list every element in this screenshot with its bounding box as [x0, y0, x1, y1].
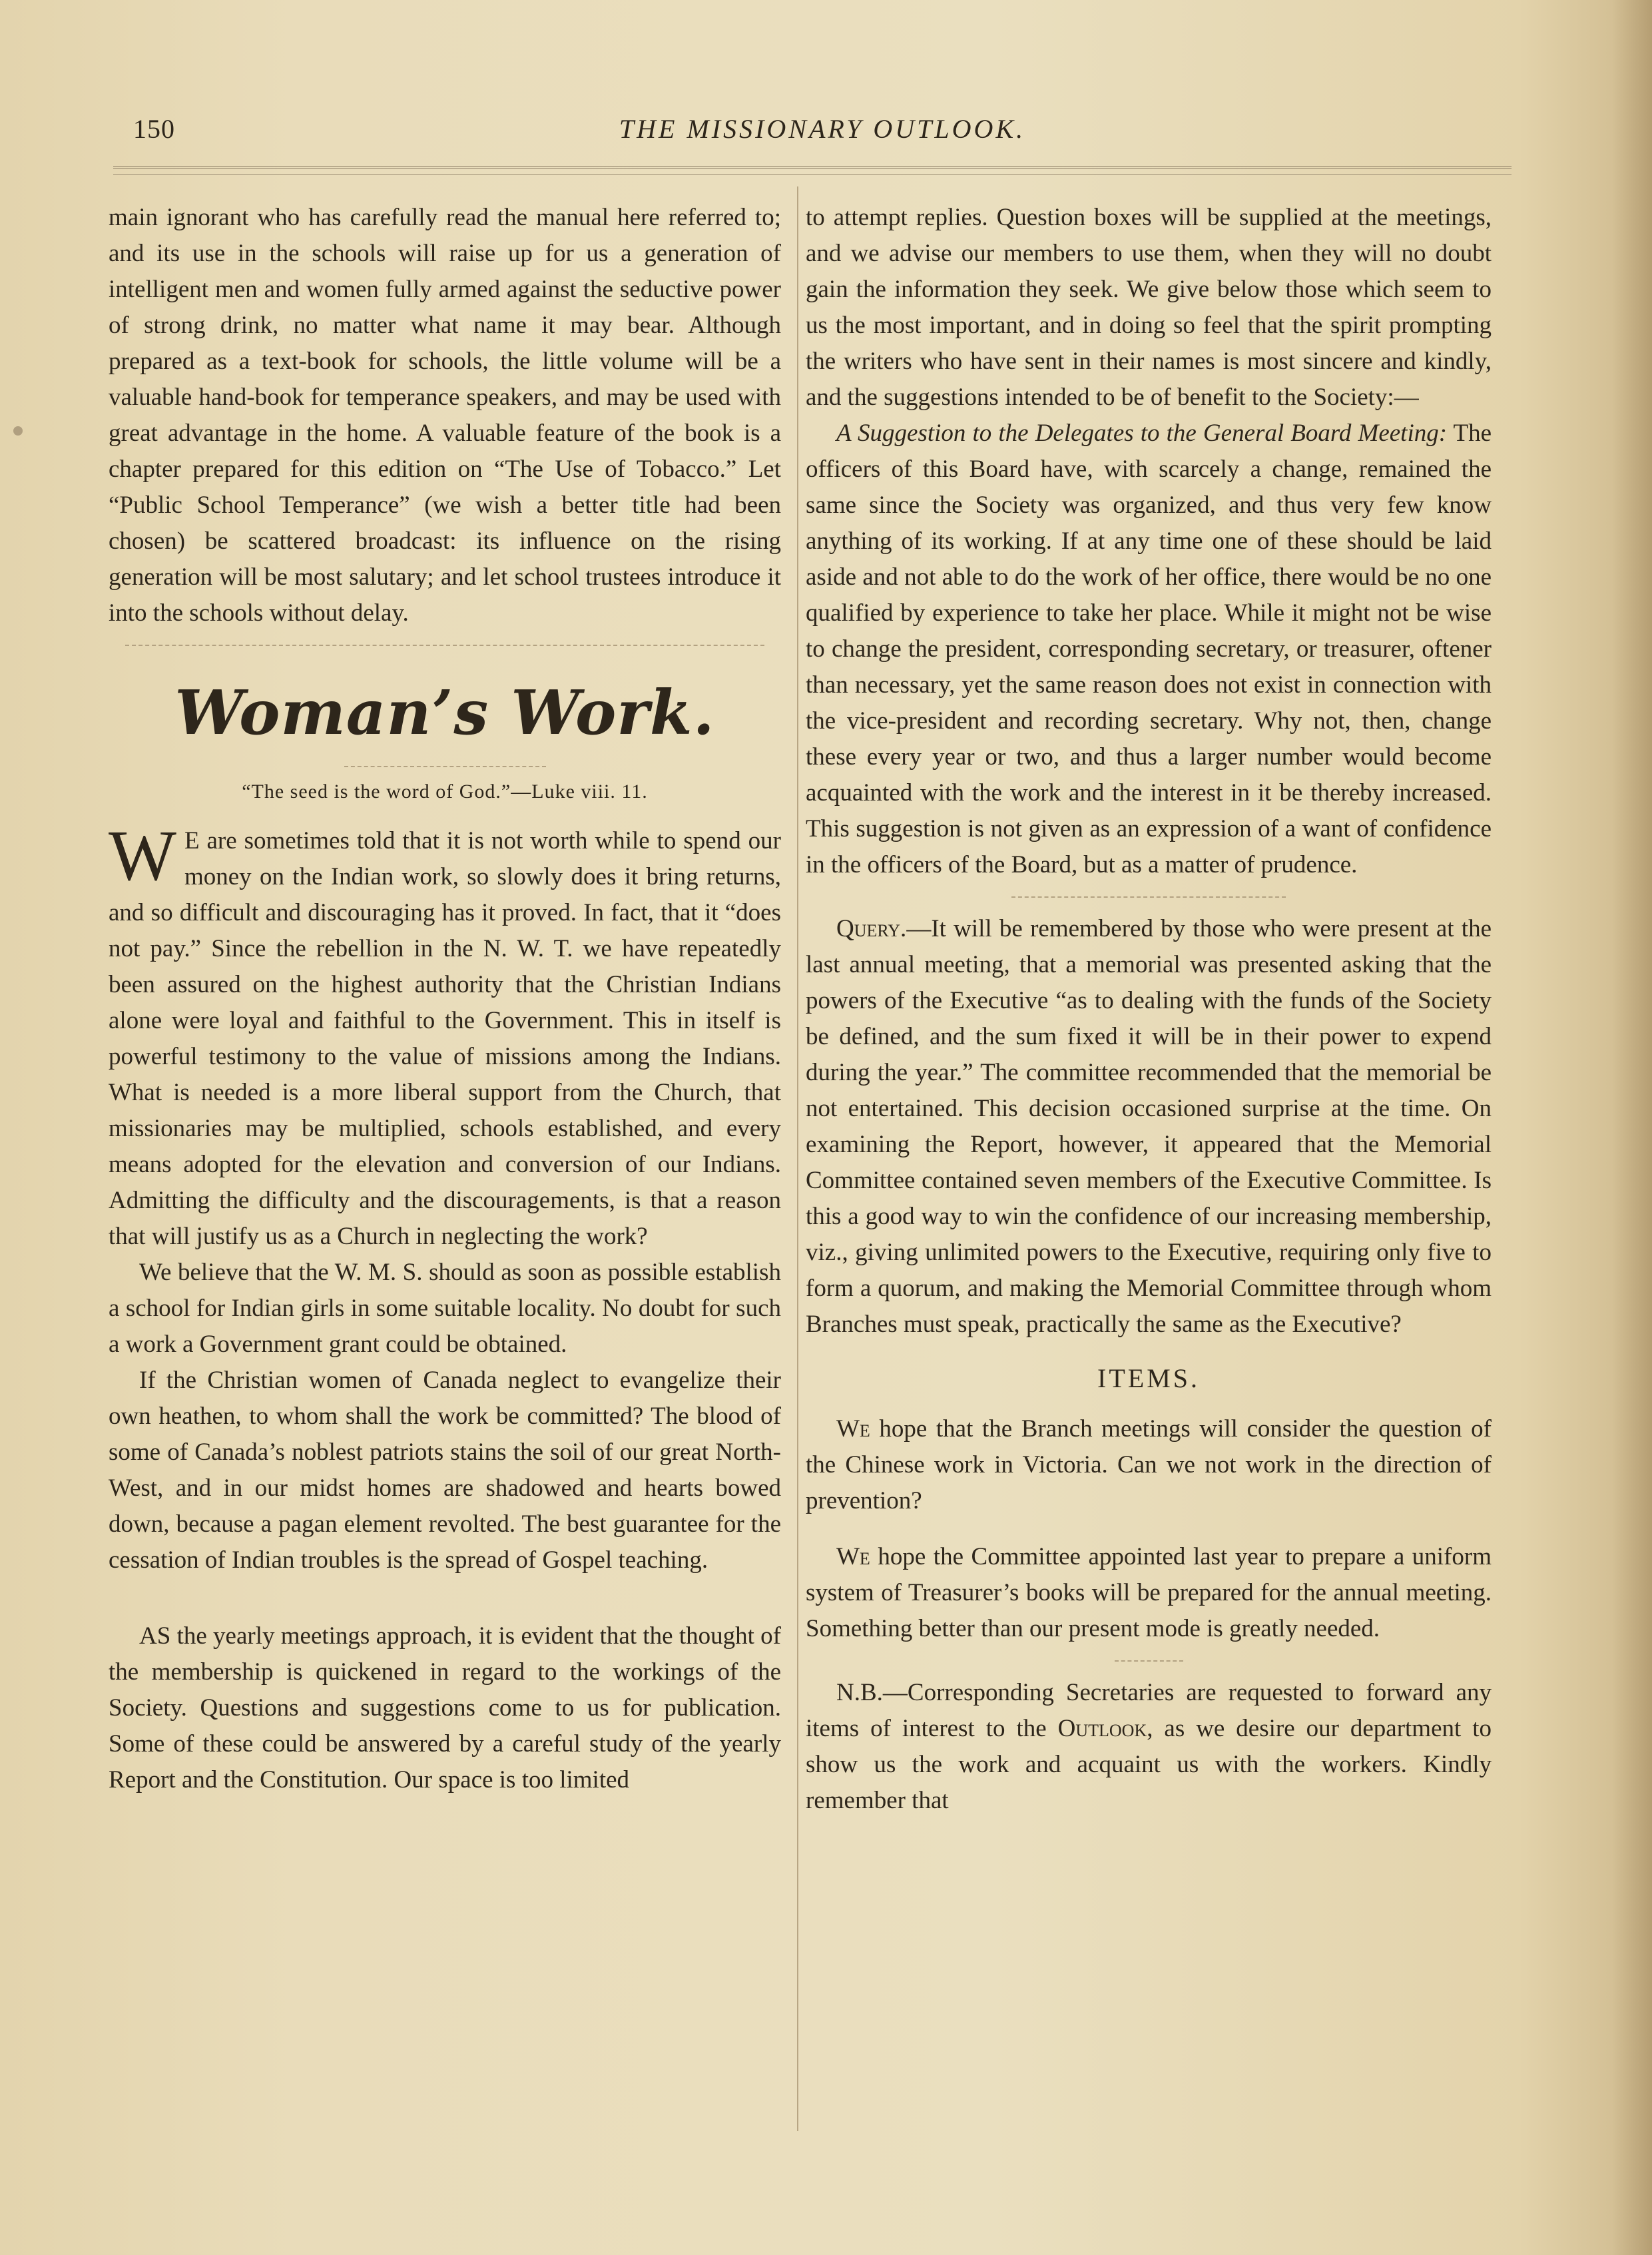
items-separator — [1115, 1660, 1183, 1662]
spacer — [109, 1578, 781, 1618]
paper-stain — [13, 426, 23, 436]
replies-paragraph: to attempt replies. Question boxes will be supplied at the meetings, and we advise our members to use them, when they will no doubt gain the information they seek. We give below those which seem to us the most important, and in doing so feel that the spirit prompting the writers who have sent in their names is most sincere and kindly, and the suggestions intended to be of benefit to the Society:— — [806, 204, 1492, 411]
yearly-meetings-paragraph: AS the yearly meetings approach, it is evident that the thought of the membership is quickened in regard to the workings of the Society. Questions and suggestions come to us for publication. Some of these could be answered by a careful study of the yearly Report and the Constitution. Our space is too limited — [109, 1622, 781, 1793]
epigraph: “The seed is the word of God.”—Luke viii. 11. — [242, 781, 648, 803]
items-heading: ITEMS. — [1097, 1363, 1200, 1393]
suggestion-body: The officers of this Board have, with scarcely a change, remained the same since the Society was organized, and thus very few know anything of its working. If at any time one of these should be laid aside and not able to do the work of her office, there would be no one qualified by experience to take her place. While it might not be wise to change the president, corresponding secretary, or treasurer, oftener than necessary, yet the same reason does not exist in connection with the vice-president and recording secretary. Why not, then, change these every year or two, and thus a larger number would become acquainted with the work and the interest in it be thereby increased. This suggestion is not given as an expression of a want of confidence in the officers of the Board, but as a matter of prudence. — [806, 420, 1492, 878]
query-separator — [1011, 896, 1286, 898]
page-number: 150 — [133, 114, 175, 144]
section-heading: Woman’s Work. — [174, 677, 715, 749]
item-chinese-work — [806, 1411, 1492, 1519]
item-treasurer-books — [806, 1539, 1492, 1647]
page-edge-shadow — [1612, 0, 1652, 2255]
school-paragraph: We believe that the W. M. S. should as soon as possible establish a school for Indian girls in some suitable locality. No doubt for such a work a Government grant could be obtained. — [109, 1259, 781, 1358]
spacer — [806, 1519, 1492, 1539]
nb-outlook: Outlook — [1057, 1715, 1147, 1742]
suggestion-paragraph — [806, 416, 1492, 883]
evangelize-paragraph: If the Christian women of Canada neglect to evangelize their own heathen, to whom shall the work be committed? The blood of some of Canada’s noblest patriots stains the soil of our great North-West, and in our midst homes are shadowed and hearts bowed down, because a pagan element revolted. The best guarantee for the cessation of Indian troubles is the spread of Gospel teaching. — [109, 1367, 781, 1574]
query-label: Query. — [836, 915, 907, 942]
heading-rule — [344, 766, 546, 767]
right-column — [806, 200, 1492, 1819]
item-lead: We — [836, 1543, 870, 1570]
item-body: hope the Committee appointed last year to prepare a uniform system of Treasurer’s books will be prepared for the annual meeting. Something better than our present mode is greatly needed. — [806, 1543, 1492, 1642]
page-header — [133, 113, 1512, 160]
item-lead: We — [836, 1415, 870, 1443]
running-title: THE MISSIONARY OUTLOOK. — [619, 114, 1026, 144]
nb-paragraph — [806, 1675, 1492, 1819]
item-body: hope that the Branch meetings will consider the question of the Chinese work in Victoria. Can we not work in the direction of prevention? — [806, 1415, 1492, 1514]
header-rule — [113, 166, 1512, 168]
section-separator — [125, 645, 764, 646]
column-divider — [797, 186, 798, 2131]
left-column — [109, 200, 781, 1798]
query-paragraph — [806, 911, 1492, 1343]
query-body: —It will be remembered by those who were present at the last annual meeting, that a memorial was presented asking that the powers of the Executive “as to dealing with the funds of the Society be defined, and the sum fixed it will be in their power to expend during the year.” The committee recommended that the memorial be not entertained. This decision occasioned surprise at the time. On examining the Report, however, it appeared that the Memorial Committee contained seven members of the Executive Committee. Is this a good way to win the confidence of our increasing membership, viz., giving unlimited powers to the Executive, requiring only five to form a quorum, and making the Memorial Committee through whom Branches must speak, practically the same as the Executive? — [806, 915, 1492, 1338]
temperance-paragraph: main ignorant who has carefully read the manual here referred to; and its use in the schools will raise up for us a generation of intelligent men and women fully armed against the seductive power of strong drink, no matter what name it may bear. Although prepared as a text-book for schools, the little volume will be a valuable hand-book for temperance speakers, and may be used with great advantage in the home. A valuable feature of the book is a chapter prepared for this edition on “The Use of Tobacco.” Let “Public School Temperance” (we wish a better title had been chosen) be scattered broadcast: its influence on the rising generation will be most salutary; and let school trustees introduce it into the schools without delay. — [109, 204, 781, 627]
indian-work-paragraph: WE are sometimes told that it is not worth while to spend our money on the Indian work, so slowly does it bring returns, and so difficult and discouraging has it proved. In fact, that it “does not pay.” Since the rebellion in the N. W. T. we have repeatedly been assured on the highest authority that the Christian Indians alone were loyal and faithful to the Government. This in itself is powerful testimony to the value of missions among the Indians. What is needed is a more liberal support from the Church, that missionaries may be multiplied, schools established, and every means adopted for the elevation and conversion of our Indians. Admitting the difficulty and the discouragements, is that a reason that will justify us as a Church in neglecting the work? — [109, 816, 781, 1250]
header-rule-thin — [113, 174, 1512, 175]
nb-body-end: , as we desire our department to show us the work and acquaint us with the workers. Kindly remember that — [806, 1715, 1492, 1814]
suggestion-title: A Suggestion to the Delegates to the General Board Meeting: — [836, 420, 1448, 447]
nb-body-start: N.B.—Corresponding Secretaries are requested to forward any items of interest to the — [806, 1679, 1492, 1742]
